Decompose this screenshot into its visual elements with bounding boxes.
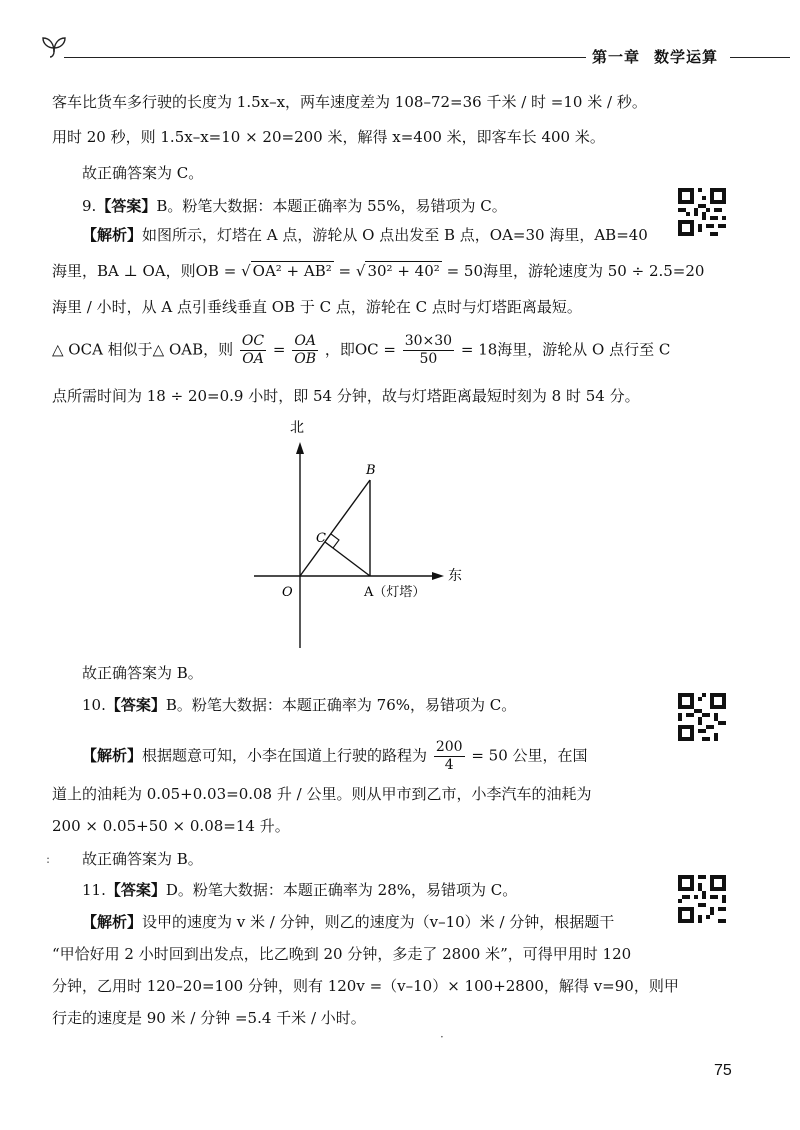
text-line: 分钟，乙用时 120–20=100 分钟，则有 120v =（v–10）× 100+2800，解得 v=90，则甲 (52, 977, 679, 995)
point-c-label: C (316, 531, 326, 546)
text-line: 道上的油耗为 0.05+0.03=0.08 升 / 公里。则从甲市到乙市，小李汽车的油耗为 (52, 785, 592, 803)
fraction: $\frac{200}{4}$ (435, 739, 463, 773)
text-line: 点所需时间为 18 ÷ 20=0.9 小时，即 54 分钟，故与灯塔距离最短时刻为 8 时 54 分。 (52, 387, 640, 405)
fraction: $\frac{30\times 30}{50}$ (404, 333, 453, 367)
north-arrow (296, 442, 304, 454)
chapter-title: 数学运算 (654, 48, 719, 66)
point-b-label: B (366, 463, 376, 478)
point-a-label: A（灯塔） (364, 585, 426, 600)
answer-line: 故正确答案为 B。 (82, 664, 203, 682)
text-line: “甲恰好用 2 小时回到出发点，比乙晚到 20 分钟，多走了 2800 米”，可得甲用时 120 (52, 945, 632, 963)
text-line: 行走的速度是 90 米 / 分钟 =5.4 千米 / 小时。 (52, 1009, 366, 1027)
qr-code-icon[interactable] (678, 693, 726, 741)
segment-ob (300, 480, 370, 576)
sqrt-expression: 30² + 40² (367, 262, 440, 280)
lighthouse-diagram (240, 410, 480, 655)
header-rule (64, 57, 586, 58)
east-label: 东 (448, 568, 462, 584)
north-label: 北 (290, 420, 304, 436)
question-11-explanation: 【解析】设甲的速度为 v 米 / 分钟，则乙的速度为（v–10）米 / 分钟，根据题干 (82, 913, 615, 931)
point-o-label: O (282, 585, 293, 600)
chapter-number: 第一章 (592, 48, 641, 66)
segment-ca (325, 542, 370, 576)
qr-code-icon[interactable] (678, 875, 726, 923)
question-10-answer: 10.【答案】B。粉笔大数据：本题正确率为 76%，易错项为 C。 (82, 696, 517, 714)
answer-line: 故正确答案为 B。 (82, 850, 203, 868)
page-header (592, 46, 732, 67)
fraction: $\frac{OA}{OB}$ (294, 333, 317, 367)
leaf-icon (40, 30, 68, 58)
text-line: △ OCA 相似于△ OAB，则 $\frac{OC}{OA}$ = $\frac{OA}{OB}$ ，即OC = $\frac{30\times 30}{50}$ = 18海里，游轮从 O 点行至 C (52, 333, 671, 367)
text-line: 海里，BA ⊥ OA，则OB = √ OA² + AB² = √ 30² + 40² = 50海里，游轮速度为 50 ÷ 2.5=20 (52, 262, 705, 280)
page-number: 75 (714, 1062, 732, 1079)
fraction: $\frac{OC}{OA}$ (241, 333, 265, 367)
header-rule-right (730, 57, 790, 58)
text-line: 用时 20 秒，则 1.5x–x=10 × 20=200 米，解得 x=400 米，即客车长 400 米。 (52, 128, 605, 146)
question-10-explanation: 【解析】根据题意可知，小李在国道上行驶的路程为 $\frac{200}{4}$ = 50 公里，在国 (82, 739, 588, 773)
text-line: 客车比货车多行驶的长度为 1.5x–x，两车速度差为 108–72=36 千米 / 时 =10 米 / 秒。 (52, 93, 647, 111)
text-line: 海里 / 小时，从 A 点引垂线垂直 OB 于 C 点，游轮在 C 点时与灯塔距离最短。 (52, 298, 582, 316)
east-arrow (432, 572, 444, 580)
sqrt-expression: OA² + AB² (252, 262, 332, 280)
answer-line: 故正确答案为 C。 (82, 164, 204, 182)
question-9-answer: 9.【答案】B。粉笔大数据：本题正确率为 55%，易错项为 C。 (82, 197, 507, 215)
question-11-answer: 11.【答案】D。粉笔大数据：本题正确率为 28%，易错项为 C。 (82, 881, 518, 899)
text-line: 200 × 0.05+50 × 0.08=14 升。 (52, 817, 290, 835)
question-9-explanation: 【解析】如图所示，灯塔在 A 点，游轮从 O 点出发至 B 点，OA=30 海里，AB=40 (82, 226, 648, 244)
right-angle-mark (331, 534, 339, 548)
qr-code-icon[interactable] (678, 188, 726, 236)
